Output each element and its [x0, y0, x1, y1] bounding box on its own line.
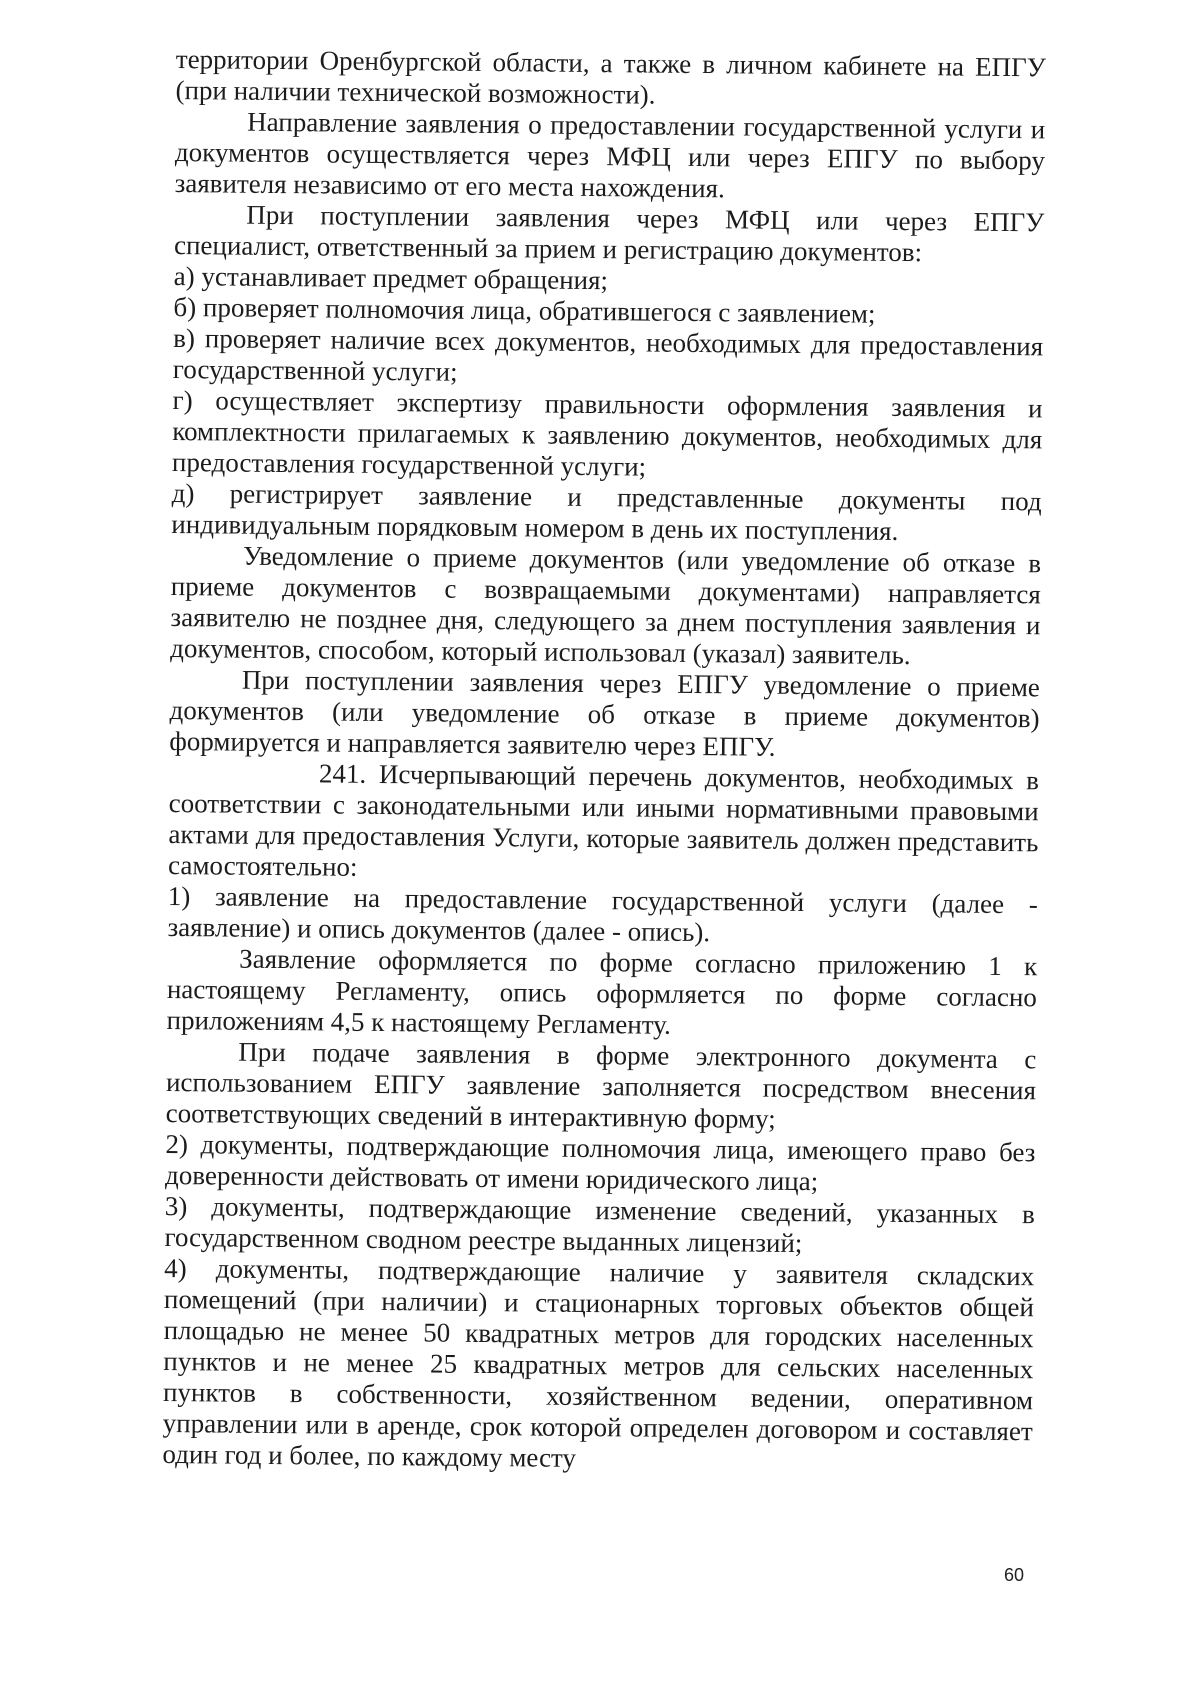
list-item: в) проверяет наличие всех документов, необходимых для предоставления государственной услуги;: [172, 322, 1044, 387]
list-item: 2) документы, подтверждающие полномочия лица, имеющего право без доверенности действовать от имени юридического лица;: [164, 1128, 1036, 1197]
paragraph: территории Оренбургской области, а также в личном кабинете на ЕПГУ (при наличии технической возможности).: [175, 44, 1046, 110]
section-paragraph: 241. Исчерпывающий перечень документов, необходимых в соответствии с законодательными или иными нормативными правовыми актами для предоставления Услуги, которые заявитель должен представить самостоятельно:: [167, 758, 1040, 882]
list-item: г) осуществляет экспертизу правильности оформления заявления и комплектности прилагаемых к заявлению документов, необходимых для предоставления государственной услуги;: [171, 384, 1043, 482]
list-item: 4) документы, подтверждающие наличие у заявителя складских помещений (при наличии) и стационарных торговых объектов общей площадью не менее 50 квадратных метров для городских населенных пунктов и не менее 25 квадратных метров для сельских населенных пунктов в собственности, хозяйственном ведении, оперативном управлении или в аренде, срок которой определен договором и составляет один год и более, по каждому месту: [162, 1252, 1035, 1473]
list-item: 3) документы, подтверждающие изменение сведений, указанных в государственном сводном реестре выданных лицензий;: [164, 1190, 1035, 1259]
list-item: б) проверяет полномочия лица, обратившегося с заявлением;: [173, 291, 876, 329]
list-item: д) регистрирует заявление и представленные документы под индивидуальным порядковым номером в день их поступления.: [171, 477, 1042, 546]
document-body: [162, 44, 1046, 1478]
paragraph: Направление заявления о предоставлении государственной услуги и документов осуществляется через МФЦ или через ЕПГУ по выбору заявителя независимо от его места нахождения.: [174, 106, 1046, 204]
list-item: 1) заявление на предоставление государственной услуги (далее - заявление) и опись документов (далее - опись).: [167, 880, 1038, 948]
page-number: 60: [1004, 1565, 1025, 1585]
list-item: а) устанавливает предмет обращения;: [173, 260, 609, 296]
paragraph: При подаче заявления в форме электронного документа с использованием ЕПГУ заявление заполняется посредством внесения соответствующих сведений в интерактивную форму;: [165, 1036, 1037, 1134]
paragraph: При поступлении заявления через ЕПГУ уведомление о приеме документов (или уведомление об отказе в приеме документов) формируется и направляется заявителю через ЕПГУ.: [169, 664, 1041, 762]
paragraph: Заявление оформляется по форме согласно приложению 1 к настоящему Регламенту, опись оформляется по форме согласно приложениям 4,5 к настоящему Регламенту.: [166, 943, 1038, 1040]
paragraph: Уведомление о приеме документов (или уведомление об отказе в приеме документов с возвращаемыми документами) направляется заявителю не позднее дня, следующего за днем поступления заявления и документов, способом, который использовал (указал) заявитель.: [170, 540, 1042, 671]
paragraph: При поступлении заявления через МФЦ или через ЕПГУ специалист, ответственный за прием и регистрацию документов:: [173, 199, 1045, 268]
